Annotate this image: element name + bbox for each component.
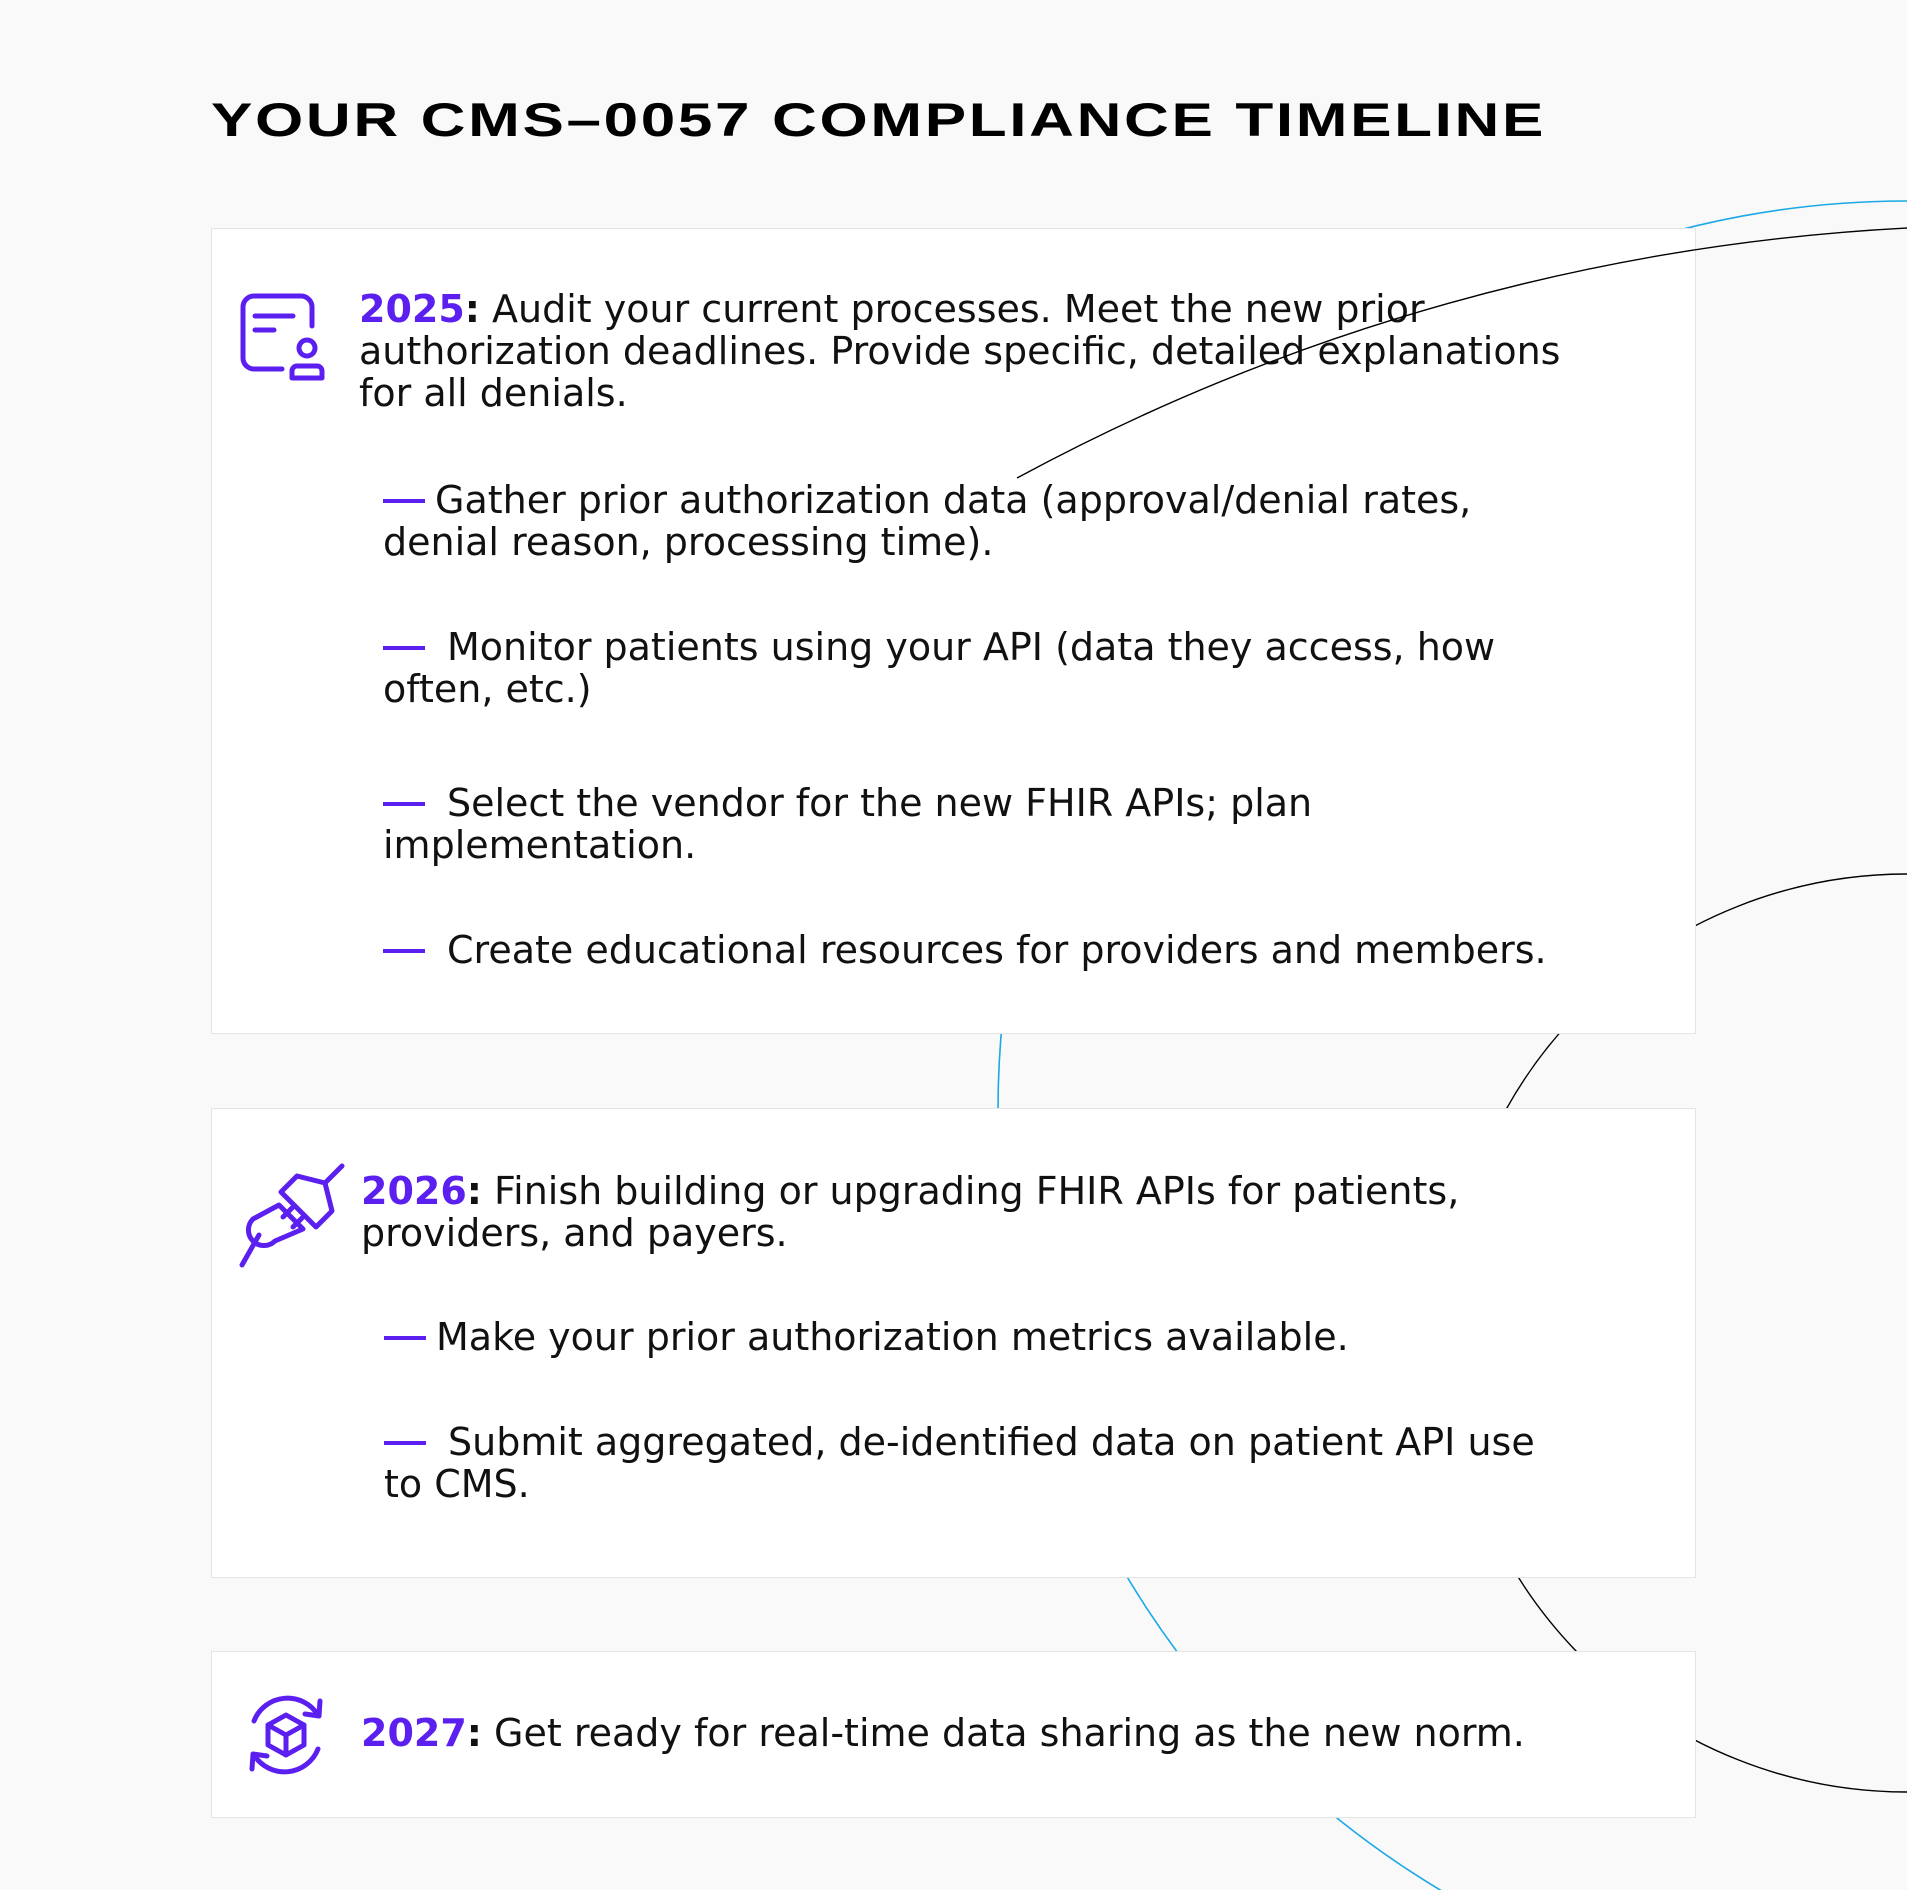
year-description: Audit your current processes. Meet the new prior authorization deadlines. Provide specific, detailed explanations for all denials. bbox=[359, 287, 1561, 415]
list-item: Select the vendor for the new FHIR APIs; plan implementation. bbox=[383, 781, 1313, 867]
year-description: Get ready for real-time data sharing as the new norm. bbox=[481, 1711, 1525, 1755]
page-title: YOUR CMS–0057 COMPLIANCE TIMELINE bbox=[211, 93, 1547, 146]
document-user-icon bbox=[234, 290, 330, 386]
timeline-card-2027 bbox=[211, 1651, 1696, 1818]
list-item: Submit aggregated, de-identified data on patient API use to CMS. bbox=[384, 1420, 1535, 1506]
year-label: 2026 bbox=[361, 1169, 467, 1213]
year-label: 2025 bbox=[359, 287, 465, 331]
list-item: Make your prior authorization metrics available. bbox=[384, 1316, 1584, 1358]
dash-icon bbox=[383, 499, 425, 503]
timeline-card-2025 bbox=[211, 228, 1696, 1034]
year-paragraph-2026: 2026: Finish building or upgrading FHIR APIs for patients, providers, and payers. bbox=[361, 1169, 1460, 1255]
cube-sync-icon bbox=[242, 1691, 330, 1779]
list-item: Monitor patients using your API (data they access, how often, etc.) bbox=[383, 625, 1496, 711]
plug-icon bbox=[239, 1163, 345, 1269]
dash-icon bbox=[384, 1441, 426, 1445]
dash-icon bbox=[383, 949, 425, 953]
list-item: Create educational resources for providers and members. bbox=[383, 929, 1583, 971]
dash-icon bbox=[383, 646, 425, 650]
year-description: Finish building or upgrading FHIR APIs for patients, providers, and payers. bbox=[361, 1169, 1460, 1255]
year-paragraph-2025: 2025: Audit your current processes. Meet the new prior authorization deadlines. Provide specific, detailed explanations for all denials. bbox=[359, 287, 1561, 415]
list-item: Gather prior authorization data (approval/denial rates, denial reason, processing time). bbox=[383, 478, 1472, 564]
dash-icon bbox=[384, 1336, 426, 1340]
dash-icon bbox=[383, 802, 425, 806]
year-paragraph-2027: 2027: Get ready for real-time data sharing as the new norm. bbox=[361, 1711, 1525, 1755]
timeline-card-2026 bbox=[211, 1108, 1696, 1578]
year-label: 2027 bbox=[361, 1711, 467, 1755]
